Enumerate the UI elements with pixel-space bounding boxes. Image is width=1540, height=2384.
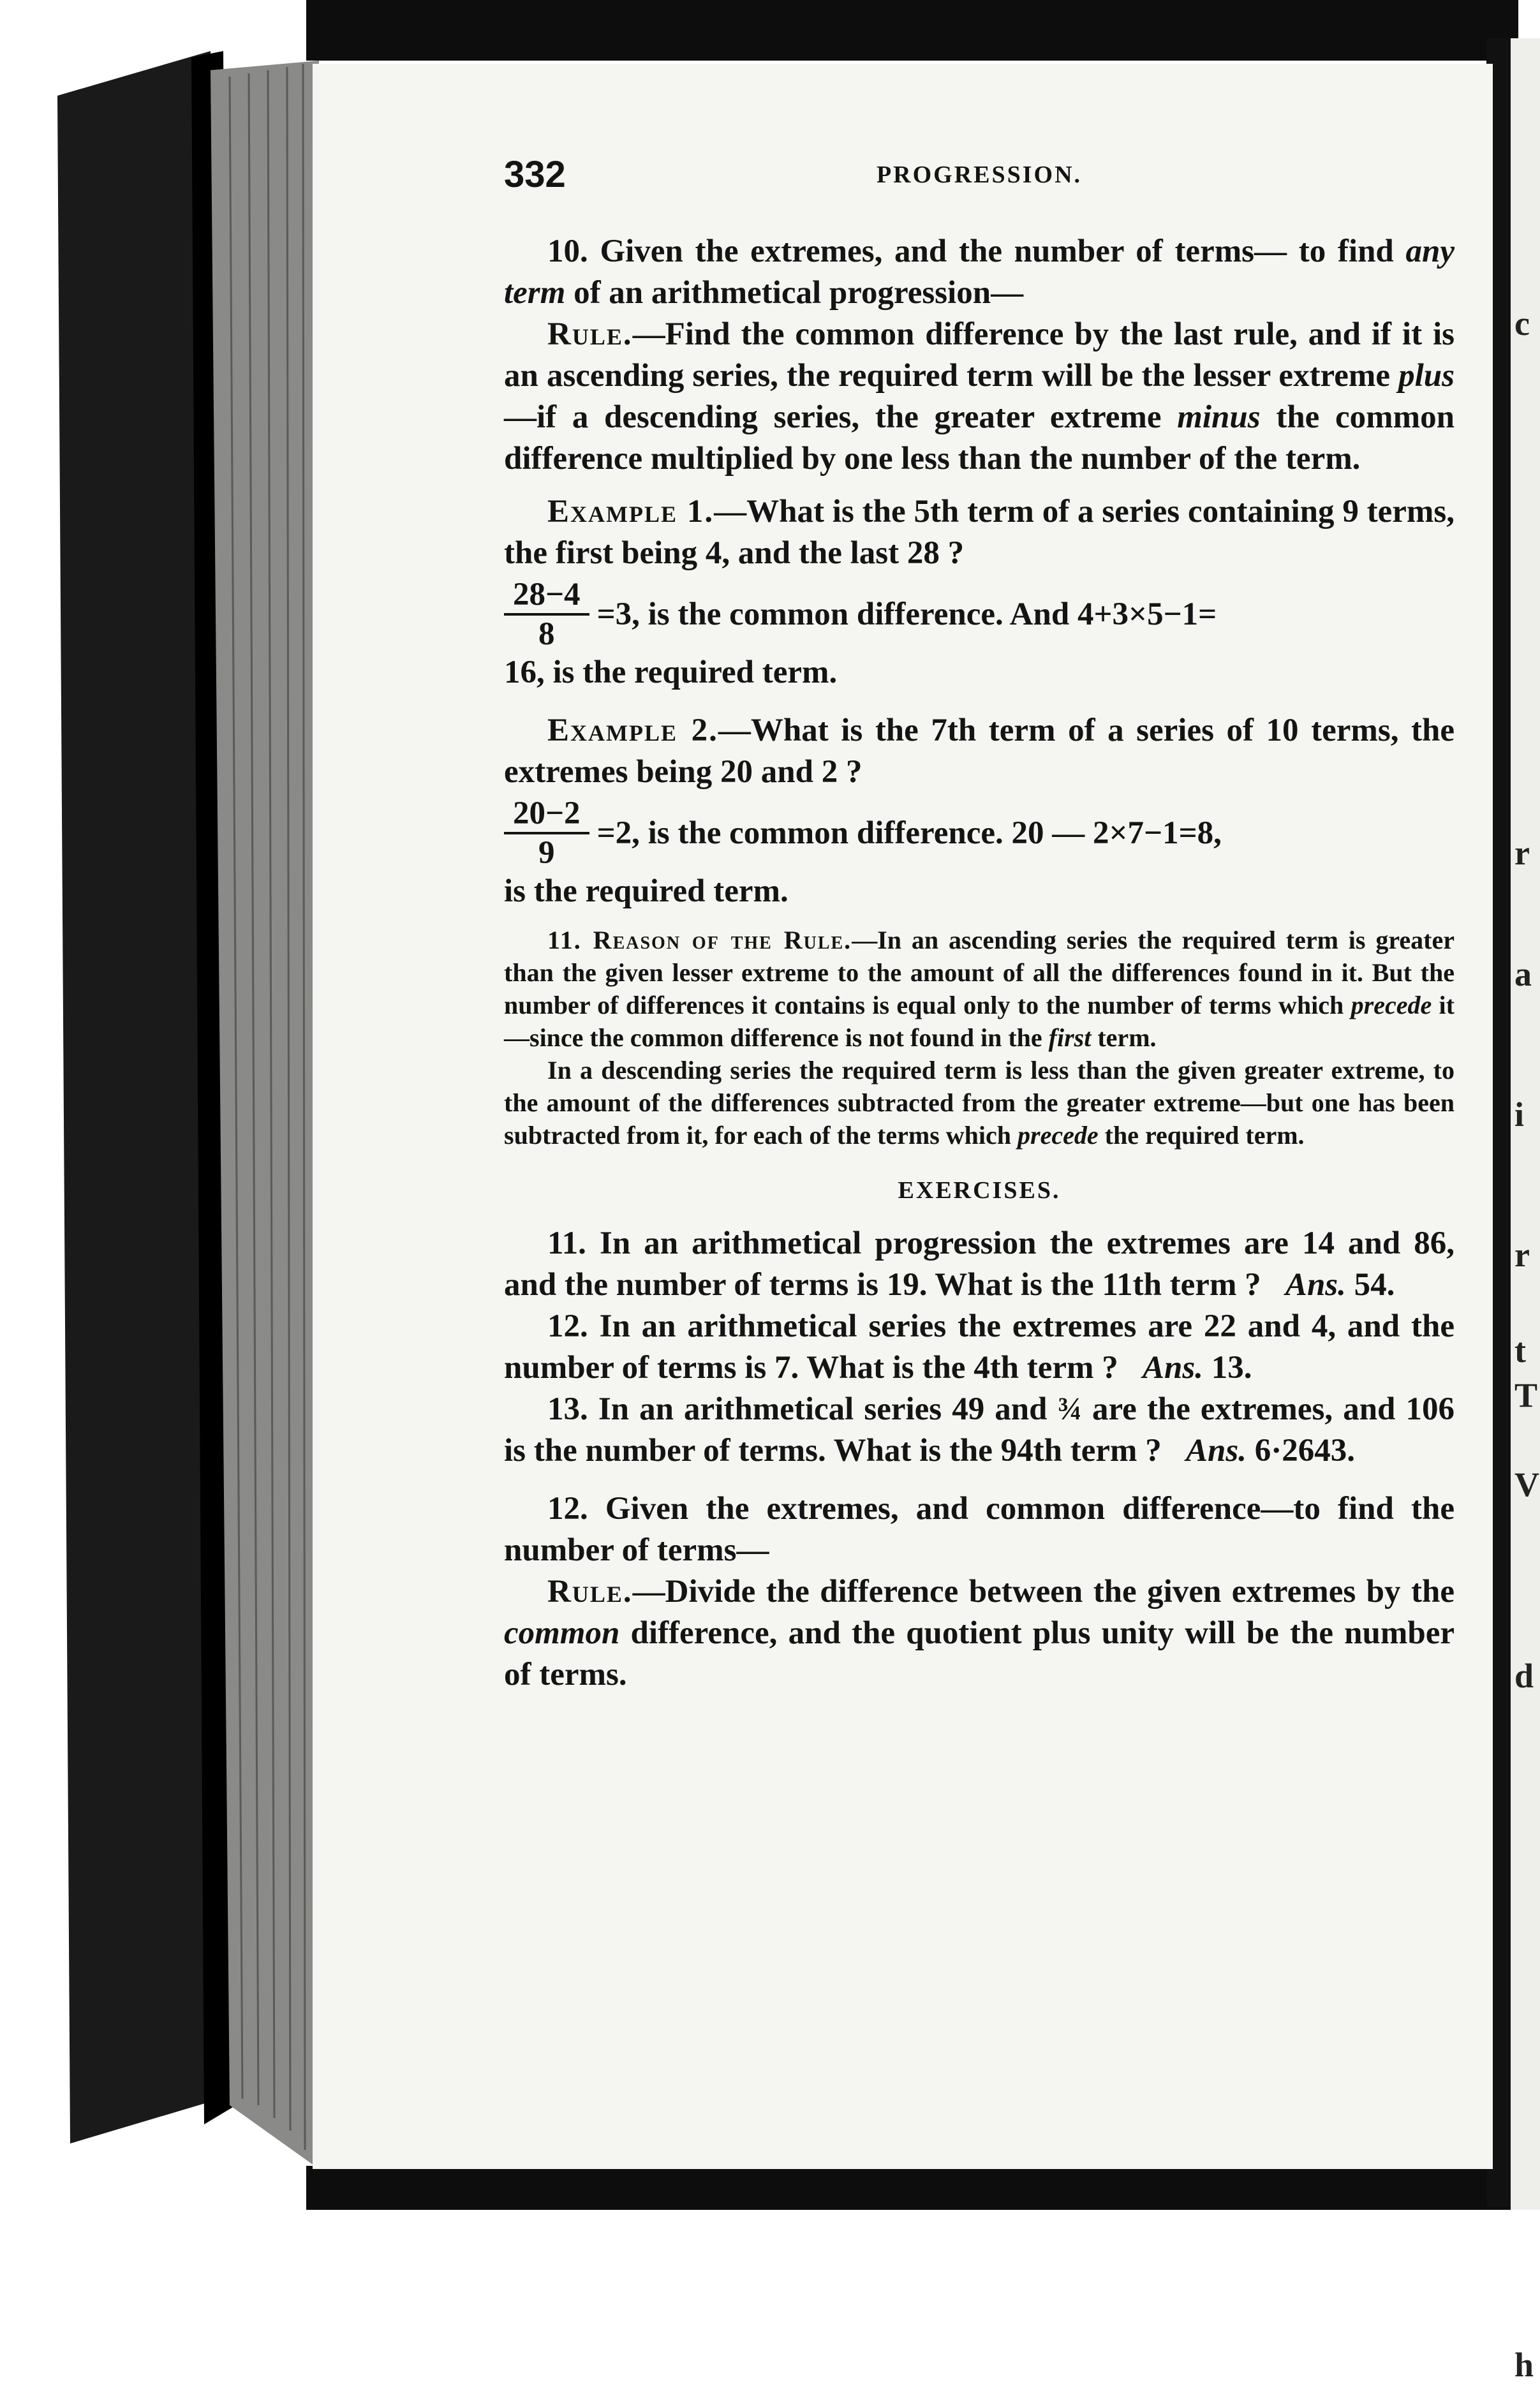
emphasis-first: first <box>1048 1023 1092 1052</box>
emphasis-plus: plus <box>1398 358 1455 394</box>
fraction-denominator: 8 <box>538 616 555 652</box>
exercise-12 <box>504 1306 1455 1389</box>
exercise-question: 11. In an arithmetical progression the extremes are 14 and 86, and the number of terms is 19. What is the 11th term ? <box>504 1225 1455 1303</box>
fraction-denominator: 9 <box>538 835 555 871</box>
answer-label: Ans. <box>1285 1267 1346 1303</box>
facing-page-fragment: T <box>1514 1376 1538 1414</box>
example-question-text: —What is the 5th term of a series containing 9 terms, the first being 4, and the last 28 ? <box>504 494 1455 571</box>
example-label: Example 2. <box>547 713 718 748</box>
reason-text: In a descending series the required term is less than the given greater extreme, to the amount of the differences subtracted from the greater extreme—but one has been subtracted from it, for each of the terms which <box>504 1056 1455 1150</box>
exercise-question: 12. In an arithmetical series the extremes are 22 and 4, and the number of terms is 7. What is the 4th term ? <box>504 1308 1455 1386</box>
section-10-rule <box>504 314 1455 480</box>
reason-label: 11. Reason of the Rule. <box>547 926 852 954</box>
emphasis-any-term: any term <box>504 233 1455 311</box>
fraction <box>504 577 589 651</box>
section-10-intro-text: 10. Given the extremes, and the number of terms— to find <box>547 233 1406 269</box>
page-text-column <box>504 153 1455 1696</box>
facing-page-fragment: c <box>1514 304 1530 343</box>
example-2-question <box>504 710 1455 793</box>
running-title: PROGRESSION. <box>876 161 1083 188</box>
rule-label: Rule. <box>547 316 633 352</box>
facing-page-fragment: V <box>1514 1465 1539 1504</box>
example-question-text: —What is the 7th term of a series of 10 terms, the extremes being 20 and 2 ? <box>504 713 1455 790</box>
reason-text: the required term. <box>1098 1121 1305 1150</box>
emphasis-precede: precede <box>1018 1121 1099 1150</box>
calculation-text: =2, is the common difference. 20 — 2×7−1=8, <box>596 815 1222 851</box>
example-label: Example 1. <box>547 494 714 529</box>
example-2-result: is the required term. <box>504 873 789 909</box>
answer-label: Ans. <box>1186 1433 1247 1469</box>
facing-page-edge <box>1511 38 1540 2384</box>
page-number: 332 <box>504 154 566 195</box>
section-12-intro: 12. Given the extremes, and common difference—to find the number of terms— <box>504 1491 1455 1568</box>
exercises-heading: EXERCISES. <box>898 1177 1061 1204</box>
rule-text: —Divide the difference between the given extremes by the <box>632 1574 1455 1610</box>
fraction-three-quarters: ¾ <box>1057 1391 1082 1427</box>
example-1-calculation <box>504 577 1455 652</box>
facing-page-fragment: d <box>1514 1657 1534 1695</box>
exercise-13 <box>504 1389 1455 1472</box>
facing-page-fragment: r <box>1514 834 1530 872</box>
section-10-intro-text-end: of an arithmetical progression— <box>565 275 1024 311</box>
exercise-question: 13. In an arithmetical series 49 and <box>547 1391 1058 1427</box>
reason-paragraph-1 <box>504 924 1455 1054</box>
answer-label: Ans. <box>1143 1350 1204 1386</box>
example-2-calculation <box>504 796 1455 871</box>
rule-text: difference, and the quotient plus unity will be the number of terms. <box>504 1615 1455 1692</box>
section-10-intro <box>504 231 1455 314</box>
exercise-11 <box>504 1223 1455 1306</box>
fraction-numerator: 28−4 <box>504 577 589 616</box>
facing-page-fragment: t <box>1514 1331 1526 1370</box>
rule-label: Rule. <box>547 1574 633 1610</box>
answer-value: 54. <box>1354 1267 1395 1303</box>
facing-page-fragment: i <box>1514 1095 1525 1134</box>
fraction <box>504 796 589 870</box>
facing-page-fragment: h <box>1514 2346 1534 2384</box>
emphasis-common: common <box>504 1615 620 1651</box>
emphasis-precede: precede <box>1351 991 1432 1019</box>
reason-text: it—since the common difference is not found in the <box>504 991 1455 1052</box>
example-1-result: 16, is the required term. <box>504 655 838 690</box>
example-1-question <box>504 491 1455 574</box>
emphasis-minus: minus <box>1177 399 1261 435</box>
rule-text: the common difference multiplied by one less than the number of the term. <box>504 399 1455 477</box>
answer-value: 13. <box>1211 1350 1252 1386</box>
reason-text: term. <box>1091 1023 1157 1052</box>
rule-text: —Find the common difference by the last rule, and if it is an ascending series, the required term will be the lesser extreme <box>504 316 1455 394</box>
fraction-numerator: 20−2 <box>504 796 589 834</box>
answer-value: 6·2643. <box>1254 1433 1356 1469</box>
reason-text: —In an ascending series the required term is greater than the given lesser extreme to the amount of all the differences found in it. But the number of differences it contains is equal only to the number of terms which <box>504 926 1455 1019</box>
exercise-question: are the extremes, and 106 is the number of terms. What is the 94th term ? <box>504 1391 1455 1469</box>
calculation-text: =3, is the common difference. And 4+3×5−1= <box>596 596 1217 632</box>
running-head <box>504 153 1455 198</box>
facing-page-fragment: r <box>1514 1236 1530 1274</box>
reason-paragraph-2 <box>504 1054 1455 1151</box>
facing-page-fragment: a <box>1514 955 1532 993</box>
rule-text: —if a descending series, the greater extreme <box>504 399 1178 435</box>
section-12-rule <box>504 1571 1455 1696</box>
